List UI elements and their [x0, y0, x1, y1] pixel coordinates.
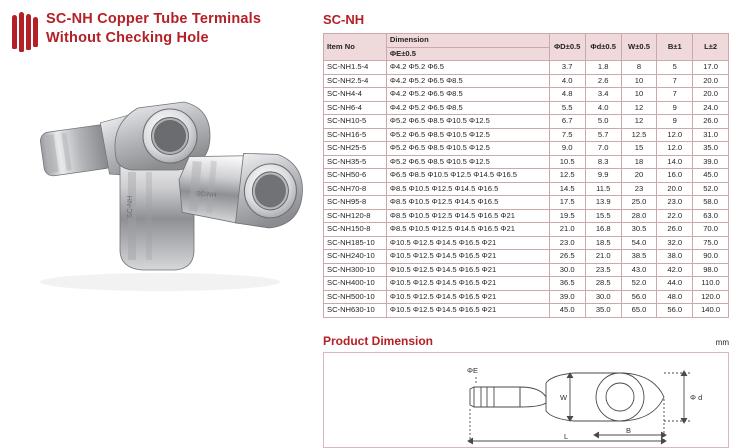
cell-w: 12	[621, 101, 657, 115]
cell-phi-d: 36.5	[549, 277, 585, 291]
cell-l: 45.0	[693, 169, 729, 183]
cell-dimension: Φ4.2 Φ5.2 Φ6.5 Φ8.5	[386, 74, 549, 88]
cell-dimension: Φ10.5 Φ12.5 Φ14.5 Φ16.5 Φ21	[386, 236, 549, 250]
label-phi-e: ΦE	[467, 365, 478, 375]
cell-item-no: SC-NH630-10	[324, 304, 387, 318]
cell-w: 25.0	[621, 196, 657, 210]
cell-phi-d-small: 15.5	[585, 209, 621, 223]
table-header-row-1	[324, 34, 729, 48]
cell-phi-d: 26.5	[549, 250, 585, 264]
cell-item-no: SC-NH185-10	[324, 236, 387, 250]
cell-w: 20	[621, 169, 657, 183]
cell-dimension: Φ4.2 Φ5.2 Φ6.5 Φ8.5	[386, 101, 549, 115]
cell-b: 20.0	[657, 182, 693, 196]
cell-item-no: SC-NH6-4	[324, 101, 387, 115]
table-row	[324, 223, 729, 237]
product-dimension-header	[323, 334, 729, 348]
photo-label: SC-NH	[127, 195, 134, 218]
cell-phi-d: 6.7	[549, 115, 585, 129]
col-w: W±0.5	[621, 34, 657, 61]
col-phi-e: ΦE±0.5	[386, 47, 549, 61]
cell-b: 7	[657, 88, 693, 102]
cell-phi-d: 17.5	[549, 196, 585, 210]
cell-phi-d: 5.5	[549, 101, 585, 115]
table-row	[324, 101, 729, 115]
cell-b: 26.0	[657, 223, 693, 237]
col-b: B±1	[657, 34, 693, 61]
cell-phi-d-small: 16.8	[585, 223, 621, 237]
cell-phi-d: 14.5	[549, 182, 585, 196]
cell-phi-d: 4.0	[549, 74, 585, 88]
cell-w: 15	[621, 142, 657, 156]
cell-w: 10	[621, 74, 657, 88]
unit-label: mm	[715, 337, 729, 347]
cell-b: 14.0	[657, 155, 693, 169]
cell-item-no: SC-NH300-10	[324, 263, 387, 277]
table-row	[324, 61, 729, 75]
cell-item-no: SC-NH400-10	[324, 277, 387, 291]
cell-w: 30.5	[621, 223, 657, 237]
cell-phi-d: 10.5	[549, 155, 585, 169]
table-row	[324, 304, 729, 318]
cell-l: 120.0	[693, 290, 729, 304]
cell-b: 9	[657, 101, 693, 115]
table-row	[324, 263, 729, 277]
cell-w: 56.0	[621, 290, 657, 304]
cell-phi-d-small: 8.3	[585, 155, 621, 169]
cell-dimension: Φ5.2 Φ6.5 Φ8.5 Φ10.5 Φ12.5	[386, 115, 549, 129]
cell-phi-d-small: 11.5	[585, 182, 621, 196]
cell-item-no: SC-NH1.5-4	[324, 61, 387, 75]
cell-phi-d: 39.0	[549, 290, 585, 304]
table-row	[324, 128, 729, 142]
cell-b: 23.0	[657, 196, 693, 210]
cell-b: 38.0	[657, 250, 693, 264]
cell-dimension: Φ10.5 Φ12.5 Φ14.5 Φ16.5 Φ21	[386, 290, 549, 304]
cell-phi-d: 7.5	[549, 128, 585, 142]
cell-phi-d-small: 2.6	[585, 74, 621, 88]
cell-w: 52.0	[621, 277, 657, 291]
cell-dimension: Φ8.5 Φ10.5 Φ12.5 Φ14.5 Φ16.5 Φ21	[386, 223, 549, 237]
cell-w: 12	[621, 115, 657, 129]
cell-phi-d: 45.0	[549, 304, 585, 318]
cell-l: 52.0	[693, 182, 729, 196]
cell-phi-d-small: 13.9	[585, 196, 621, 210]
cell-b: 12.0	[657, 128, 693, 142]
specification-table	[323, 33, 729, 318]
cell-phi-d-small: 5.0	[585, 115, 621, 129]
cell-w: 8	[621, 61, 657, 75]
cell-item-no: SC-NH95-8	[324, 196, 387, 210]
table-row	[324, 290, 729, 304]
cell-b: 32.0	[657, 236, 693, 250]
label-l: L	[564, 431, 569, 441]
table-row	[324, 250, 729, 264]
cell-item-no: SC-NH120-8	[324, 209, 387, 223]
cell-phi-d: 21.0	[549, 223, 585, 237]
cell-w: 10	[621, 88, 657, 102]
cell-dimension: Φ5.2 Φ6.5 Φ8.5 Φ10.5 Φ12.5	[386, 142, 549, 156]
cell-w: 23	[621, 182, 657, 196]
cell-w: 12.5	[621, 128, 657, 142]
cell-phi-d: 3.7	[549, 61, 585, 75]
cell-l: 20.0	[693, 74, 729, 88]
table-row	[324, 209, 729, 223]
cell-w: 65.0	[621, 304, 657, 318]
cell-b: 48.0	[657, 290, 693, 304]
right-column	[315, 0, 750, 448]
cell-item-no: SC-NH16-5	[324, 128, 387, 142]
cell-phi-d-small: 5.7	[585, 128, 621, 142]
col-item-no: Item No	[324, 34, 387, 61]
cell-dimension: Φ4.2 Φ5.2 Φ6.5 Φ8.5	[386, 88, 549, 102]
cell-l: 90.0	[693, 250, 729, 264]
cell-w: 54.0	[621, 236, 657, 250]
cell-b: 22.0	[657, 209, 693, 223]
table-row	[324, 196, 729, 210]
cell-item-no: SC-NH25-5	[324, 142, 387, 156]
cell-dimension: Φ5.2 Φ6.5 Φ8.5 Φ10.5 Φ12.5	[386, 155, 549, 169]
table-row	[324, 115, 729, 129]
cell-item-no: SC-NH240-10	[324, 250, 387, 264]
cell-w: 28.0	[621, 209, 657, 223]
cell-phi-d-small: 35.0	[585, 304, 621, 318]
cell-phi-d-small: 1.8	[585, 61, 621, 75]
cell-item-no: SC-NH70-8	[324, 182, 387, 196]
table-row	[324, 236, 729, 250]
cell-dimension: Φ10.5 Φ12.5 Φ14.5 Φ16.5 Φ21	[386, 277, 549, 291]
cell-item-no: SC-NH2.5-4	[324, 74, 387, 88]
cell-dimension: Φ8.5 Φ10.5 Φ12.5 Φ14.5 Φ16.5	[386, 196, 549, 210]
section-title: SC-NH	[323, 12, 365, 27]
cell-b: 5	[657, 61, 693, 75]
photo-label: SC-NH	[195, 190, 217, 200]
cell-phi-d: 4.8	[549, 88, 585, 102]
cell-b: 12.0	[657, 142, 693, 156]
label-w: W	[560, 392, 568, 402]
cell-phi-d-small: 7.0	[585, 142, 621, 156]
cell-item-no: SC-NH4-4	[324, 88, 387, 102]
col-phi-d: ΦD±0.5	[549, 34, 585, 61]
cell-l: 140.0	[693, 304, 729, 318]
label-phi-d: Φ d	[690, 392, 703, 402]
cell-dimension: Φ10.5 Φ12.5 Φ14.5 Φ16.5 Φ21	[386, 263, 549, 277]
cell-dimension: Φ6.5 Φ8.5 Φ10.5 Φ12.5 Φ14.5 Φ16.5	[386, 169, 549, 183]
cell-l: 39.0	[693, 155, 729, 169]
cell-w: 38.5	[621, 250, 657, 264]
cell-item-no: SC-NH35-5	[324, 155, 387, 169]
cell-phi-d-small: 3.4	[585, 88, 621, 102]
cell-phi-d: 30.0	[549, 263, 585, 277]
table-row	[324, 74, 729, 88]
cell-phi-d-small: 9.9	[585, 169, 621, 183]
product-title-row	[12, 10, 307, 52]
cell-dimension: Φ8.5 Φ10.5 Φ12.5 Φ14.5 Φ16.5 Φ21	[386, 209, 549, 223]
table-row	[324, 169, 729, 183]
dimension-drawing	[323, 352, 729, 448]
cell-b: 16.0	[657, 169, 693, 183]
cell-b: 44.0	[657, 277, 693, 291]
cell-w: 43.0	[621, 263, 657, 277]
left-column	[0, 0, 315, 448]
cell-dimension: Φ8.5 Φ10.5 Φ12.5 Φ14.5 Φ16.5	[386, 182, 549, 196]
cell-item-no: SC-NH50-6	[324, 169, 387, 183]
col-l: L±2	[693, 34, 729, 61]
cell-phi-d-small: 4.0	[585, 101, 621, 115]
cell-l: 58.0	[693, 196, 729, 210]
cell-l: 35.0	[693, 142, 729, 156]
cell-l: 110.0	[693, 277, 729, 291]
cell-phi-d-small: 30.0	[585, 290, 621, 304]
cell-phi-d: 9.0	[549, 142, 585, 156]
red-stripes-logo-icon	[12, 12, 38, 52]
cell-item-no: SC-NH500-10	[324, 290, 387, 304]
table-row	[324, 155, 729, 169]
label-b: B	[626, 425, 632, 435]
cell-b: 7	[657, 74, 693, 88]
cell-l: 26.0	[693, 115, 729, 129]
page-title: SC-NH Copper Tube Terminals Without Checking Hole	[46, 11, 262, 46]
product-dimension-title: Product Dimension	[323, 333, 434, 348]
cell-phi-d: 12.5	[549, 169, 585, 183]
cell-phi-d-small: 21.0	[585, 250, 621, 264]
cell-phi-d-small: 28.5	[585, 277, 621, 291]
cell-item-no: SC-NH150-8	[324, 223, 387, 237]
cell-w: 18	[621, 155, 657, 169]
table-row	[324, 182, 729, 196]
cell-phi-d: 23.0	[549, 236, 585, 250]
cell-item-no: SC-NH10-5	[324, 115, 387, 129]
product-photo	[10, 86, 310, 301]
cell-l: 17.0	[693, 61, 729, 75]
cell-b: 56.0	[657, 304, 693, 318]
cell-l: 75.0	[693, 236, 729, 250]
table-head	[324, 34, 729, 61]
table-row	[324, 142, 729, 156]
cell-l: 20.0	[693, 88, 729, 102]
cell-phi-d-small: 23.5	[585, 263, 621, 277]
cell-l: 63.0	[693, 209, 729, 223]
cell-l: 31.0	[693, 128, 729, 142]
cell-phi-d-small: 18.5	[585, 236, 621, 250]
table-body	[324, 61, 729, 318]
cell-dimension: Φ10.5 Φ12.5 Φ14.5 Φ16.5 Φ21	[386, 250, 549, 264]
cell-b: 9	[657, 115, 693, 129]
cell-dimension: Φ4.2 Φ5.2 Φ6.5	[386, 61, 549, 75]
col-phi-d-small: Φd±0.5	[585, 34, 621, 61]
cell-l: 24.0	[693, 101, 729, 115]
cell-l: 70.0	[693, 223, 729, 237]
table-row	[324, 277, 729, 291]
cell-dimension: Φ10.5 Φ12.5 Φ14.5 Φ16.5 Φ21	[386, 304, 549, 318]
table-row	[324, 88, 729, 102]
col-dimension: Dimension	[386, 34, 549, 48]
cell-dimension: Φ5.2 Φ6.5 Φ8.5 Φ10.5 Φ12.5	[386, 128, 549, 142]
cell-l: 98.0	[693, 263, 729, 277]
product-dimension-block	[323, 334, 729, 448]
cell-b: 42.0	[657, 263, 693, 277]
cell-phi-d: 19.5	[549, 209, 585, 223]
